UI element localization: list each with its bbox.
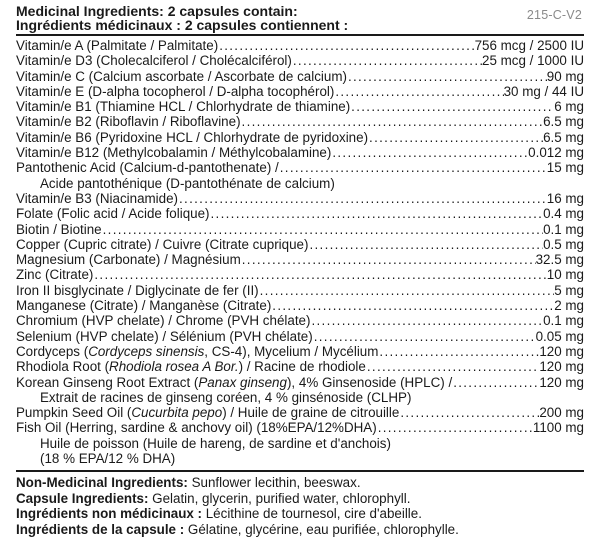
- ingredient-amount: 16 mg: [546, 190, 584, 206]
- ingredient-name: Rhodiola Root (Rhodiola rosea A Bor.) / Racine de rhodiole: [16, 359, 366, 375]
- ingredient-amount: 2 mg: [554, 298, 584, 314]
- leader-dots: [368, 130, 543, 145]
- ingredient-row: [16, 191, 584, 206]
- ingredient-row: [16, 84, 584, 99]
- ingredient-amount: 25 mcg / 1000 IU: [482, 53, 584, 69]
- ingredient-continuation: Extrait de racines de ginseng coréen, 4 % ginsénoside (CLHP): [40, 389, 412, 405]
- ingredient-row: [16, 145, 584, 160]
- ingredient-row: [16, 99, 584, 114]
- ingredient-name: Vitamin/e D3 (Cholecalciferol / Cholécalciférol): [16, 53, 292, 69]
- ingredient-amount: 30 mg / 44 IU: [503, 83, 584, 99]
- ingredient-name: Zinc (Citrate): [16, 267, 94, 283]
- ingredient-amount: 6 mg: [554, 99, 584, 115]
- leader-dots: [102, 222, 543, 237]
- ingredient-amount: 6.5 mg: [543, 129, 584, 145]
- notes-section: [16, 475, 584, 537]
- header-french: Ingrédients médicinaux : 2 capsules contiennent :: [16, 17, 349, 33]
- ingredient-row: [16, 405, 584, 420]
- ingredient-amount: 15 mg: [546, 160, 584, 176]
- note-text: Sunflower lecithin, beeswax.: [187, 475, 361, 491]
- ingredient-row: [16, 53, 584, 68]
- ingredient-row: [16, 298, 584, 313]
- ingredient-continuation: Acide pantothénique (D-pantothénate de calcium): [40, 175, 335, 191]
- ingredient-amount: 0.1 mg: [543, 313, 584, 329]
- top-divider: [16, 34, 584, 36]
- ingredient-amount: 200 mg: [539, 405, 584, 421]
- ingredient-row: [16, 160, 584, 175]
- ingredient-row: [16, 359, 584, 374]
- ingredient-amount: 6.5 mg: [543, 114, 584, 130]
- ingredient-name: Chromium (HVP chelate) / Chrome (PVH chélate): [16, 313, 311, 329]
- leader-dots: [399, 405, 539, 420]
- ingredient-name: Vitamin/e E (D-alpha tocopherol / D-alpha tocophérol): [16, 83, 335, 99]
- note-label: Ingrédients de la capsule :: [16, 521, 185, 537]
- ingredient-continuation: (18 % EPA/12 % DHA): [40, 451, 176, 467]
- ingredient-row: [16, 283, 584, 298]
- leader-dots: [271, 298, 554, 313]
- ingredient-row: [16, 313, 584, 328]
- leader-dots: [259, 283, 555, 298]
- ingredient-name: Fish Oil (Herring, sardine & anchovy oil) (18%EPA/12%DHA): [16, 420, 377, 436]
- leader-dots: [366, 359, 539, 374]
- ingredient-row: [16, 344, 584, 359]
- leader-dots: [350, 99, 554, 114]
- leader-dots: [308, 237, 543, 252]
- leader-dots: [377, 420, 533, 435]
- ingredient-amount: 10 mg: [546, 267, 584, 283]
- ingredient-amount: 0.1 mg: [543, 221, 584, 237]
- ingredient-list: [16, 38, 584, 466]
- note-line: [16, 475, 584, 491]
- leader-dots: [331, 145, 528, 160]
- ingredient-name: Biotin / Biotine: [16, 221, 102, 237]
- leader-dots: [378, 344, 539, 359]
- ingredient-row: [16, 329, 584, 344]
- leader-dots: [347, 69, 547, 84]
- leader-dots: [313, 329, 536, 344]
- ingredient-row: [16, 38, 584, 53]
- bottom-divider: [16, 470, 584, 472]
- ingredient-amount: 0.4 mg: [543, 206, 584, 222]
- ingredient-name: Vitamin/e A (Palmitate / Palmitate): [16, 38, 219, 53]
- note-label: Non-Medicinal Ingredients:: [16, 475, 188, 491]
- header-english: Medicinal Ingredients: 2 capsules contain:: [16, 3, 298, 19]
- ingredient-name: Vitamin/e B2 (Riboflavin / Riboflavine): [16, 114, 241, 130]
- ingredient-amount: 32.5 mg: [535, 252, 584, 268]
- ingredient-name: Selenium (HVP chelate) / Sélénium (PVH chélate): [16, 328, 313, 344]
- ingredient-row: [16, 237, 584, 252]
- leader-dots: [241, 114, 544, 129]
- ingredient-name: Vitamin/e C (Calcium ascorbate / Ascorbate de calcium): [16, 68, 347, 84]
- note-label: Capsule Ingredients:: [16, 490, 149, 506]
- ingredient-row: [16, 375, 584, 390]
- leader-dots: [452, 375, 539, 390]
- leader-dots: [334, 84, 503, 99]
- ingredient-name: Cordyceps (Cordyceps sinensis, CS-4), Mycelium / Mycélium: [16, 343, 379, 359]
- ingredient-name: Vitamin/e B3 (Niacinamide): [16, 190, 178, 206]
- ingredient-row: [16, 252, 584, 267]
- ingredient-name: Magnesium (Carbonate) / Magnésium: [16, 252, 241, 268]
- ingredient-amount: 120 mg: [539, 343, 584, 359]
- ingredient-row: [16, 206, 584, 221]
- ingredient-name: Folate (Folic acid / Acide folique): [16, 206, 210, 222]
- ingredient-name: Vitamin/e B6 (Pyridoxine HCL / Chlorhydrate de pyridoxine): [16, 129, 369, 145]
- product-code: 215-C-V2: [526, 8, 582, 22]
- ingredient-name: Korean Ginseng Root Extract (Panax ginseng), 4% Ginsenoside (HPLC) /: [16, 374, 453, 390]
- ingredient-row: [16, 222, 584, 237]
- ingredient-amount: 120 mg: [539, 374, 584, 390]
- ingredient-row: [16, 114, 584, 129]
- leader-dots: [178, 191, 547, 206]
- leader-dots: [292, 53, 482, 68]
- ingredient-name: Pumpkin Seed Oil (Cucurbita pepo) / Huile de graine de citrouille: [16, 405, 400, 421]
- note-label: Ingrédients non médicinaux :: [16, 506, 203, 522]
- ingredient-row: [16, 130, 584, 145]
- leader-dots: [310, 313, 543, 328]
- note-text: Lécithine de tournesol, cire d'abeille.: [202, 506, 422, 522]
- ingredient-name: Vitamin/e B12 (Methylcobalamin / Méthylcobalamine): [16, 145, 332, 161]
- ingredient-amount: 756 mcg / 2500 IU: [474, 38, 584, 53]
- ingredient-name: Copper (Cupric citrate) / Cuivre (Citrate cuprique): [16, 236, 309, 252]
- note-line: [16, 491, 584, 507]
- ingredient-amount: 1100 mg: [532, 420, 584, 436]
- note-text: Gelatin, glycerin, purified water, chlorophyll.: [148, 490, 411, 506]
- ingredient-name: Iron II bisglycinate / Diglycinate de fer (II): [16, 282, 259, 298]
- ingredient-row: [16, 420, 584, 435]
- note-line: [16, 522, 584, 538]
- note-line: [16, 506, 584, 522]
- ingredient-name: Pantothenic Acid (Calcium-d-pantothenate) /: [16, 160, 279, 176]
- leader-dots: [93, 267, 546, 282]
- ingredient-amount: 90 mg: [546, 68, 584, 84]
- note-text: Gélatine, glycérine, eau purifiée, chlorophylle.: [184, 521, 459, 537]
- leader-dots: [210, 206, 544, 221]
- ingredient-continuation: Huile de poisson (Huile de hareng, de sardine et d'anchois): [40, 435, 391, 451]
- ingredient-amount: 0.012 mg: [528, 145, 584, 161]
- leader-dots: [279, 160, 547, 175]
- ingredient-amount: 0.5 mg: [543, 236, 584, 252]
- leader-dots: [241, 252, 536, 267]
- ingredient-amount: 5 mg: [554, 282, 584, 298]
- ingredient-row: [16, 267, 584, 282]
- ingredient-name: Vitamin/e B1 (Thiamine HCL / Chlorhydrate de thiamine): [16, 99, 351, 115]
- leader-dots: [218, 38, 474, 53]
- ingredient-name: Manganese (Citrate) / Manganèse (Citrate): [16, 298, 272, 314]
- ingredient-amount: 120 mg: [539, 359, 584, 375]
- ingredient-row: [16, 69, 584, 84]
- ingredient-amount: 0.05 mg: [535, 328, 584, 344]
